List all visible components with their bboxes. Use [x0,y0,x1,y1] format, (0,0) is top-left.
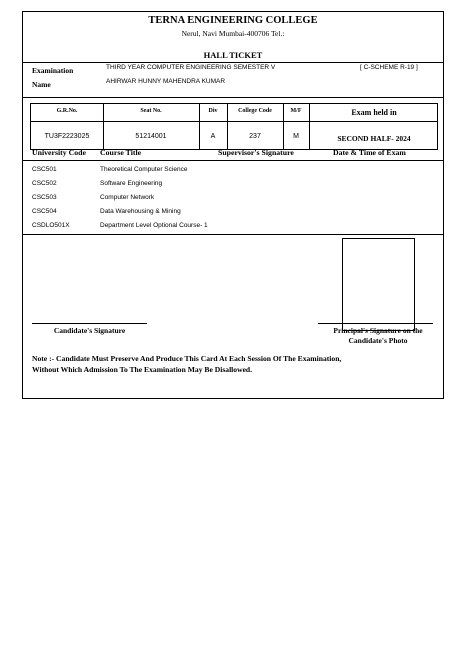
seat-no-value: 51214001 [135,133,167,140]
divider-details [23,97,443,98]
divider-photo [23,234,443,235]
gender-value: M [293,133,299,140]
candidate-signature-line [32,323,147,324]
gr-no-header: G.R.No. [56,108,78,114]
course-code: CSC504 [32,208,57,215]
principal-signature-label: Principal's Signature on the Candidate's Photo [333,326,423,345]
examination-note: Note :- Candidate Must Preserve And Produce This Card At Each Session Of The Examination, Without Which Admission To The Examination May Be Disallowed. [32,354,342,374]
college-code-header: College Code [238,108,272,114]
course-code: CSC503 [32,194,57,201]
examination-value: THIRD YEAR COMPUTER ENGINEERING SEMESTER V [106,64,276,71]
divider-top [23,62,443,63]
div-value: A [210,133,216,140]
candidate-name: AHIRWAR HUNNY MAHENDRA KUMAR [106,78,226,85]
candidate-signature-label: Candidate's Signature [53,326,126,335]
scheme-label: [ C-SCHEME R-19 ] [360,64,418,71]
div-header: Div [208,108,218,114]
seat-no-header: Seat No. [140,108,162,114]
photo-box [342,238,415,331]
principal-signature-line [318,323,433,324]
gender-header: M/F [290,108,302,114]
examination-label: Examination [32,66,74,75]
course-code: CSC501 [32,166,57,173]
course-title: Department Level Optional Course- 1 [100,222,208,229]
college-address: Nerul, Navi Mumbai-400706 Tel.: [181,29,285,38]
course-title: Computer Network [100,194,155,201]
supervisor-signature-header: Supervisor's Signature [218,148,294,157]
hall-ticket-card [22,11,444,399]
document-title: HALL TICKET [203,50,263,60]
university-code-header: University Code [32,148,86,157]
college-code-value: 237 [249,133,261,140]
name-label: Name [32,80,51,89]
college-name: TERNA ENGINEERING COLLEGE [148,15,318,26]
exam-held-header: Exam held in [351,108,397,117]
course-title: Data Warehousing & Mining [100,208,181,215]
gr-no-value: TU3F2223025 [44,133,90,140]
divider-courses [23,160,443,161]
details-table [30,103,438,150]
course-title: Theoretical Computer Science [100,166,188,173]
course-title: Software Engineering [100,180,163,187]
date-time-header: Date & Time of Exam [333,148,406,157]
course-code: CSC502 [32,180,57,187]
course-code: CSDLO501X [32,222,70,229]
course-title-header: Course Title [100,148,142,157]
exam-held-value: SECOND HALF- 2024 [337,134,411,143]
